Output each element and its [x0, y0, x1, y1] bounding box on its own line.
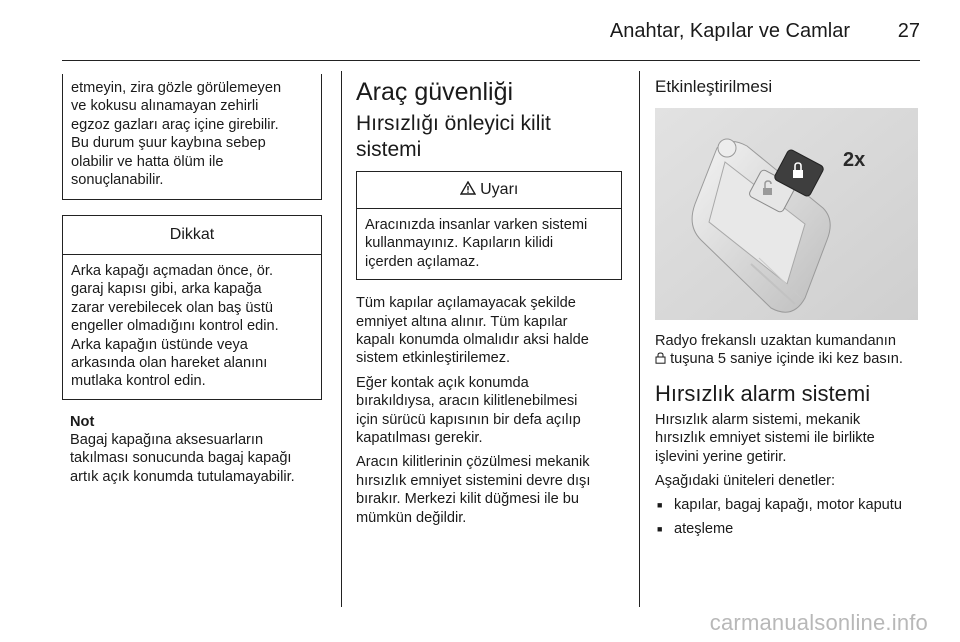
bullet-item	[655, 520, 925, 538]
warning-line: kullanmayınız. Kapıların kilidi	[365, 235, 554, 252]
subsection-heading-line: sistemi	[356, 138, 422, 161]
paragraph-line: Tüm kapılar açılamayacak şekilde	[356, 295, 576, 312]
warning-cont-line: sonuçlanabilir.	[71, 172, 164, 189]
remote-key-figure	[655, 108, 918, 320]
paragraph-line: için sürücü kapısının bir defa açılıp	[356, 411, 581, 428]
section-heading: Araç güvenliği	[356, 78, 514, 106]
paragraph-line: Hırsızlık alarm sistemi, mekanik	[655, 411, 861, 428]
note-line: artık açık konumda tutulamayabilir.	[70, 468, 295, 485]
caution-line: Arka kapağı açmadan önce, ör.	[71, 263, 274, 279]
bullet-item	[655, 496, 925, 514]
caution-line: zarar verebilecek olan baş üstü	[71, 299, 273, 316]
warning-triangle-icon	[460, 181, 480, 198]
paragraph-line: mümkün değildir.	[356, 509, 467, 526]
caution-line: mutlaka kontrol edin.	[71, 373, 206, 390]
caution-line: garaj kapısı gibi, arka kapağa	[71, 281, 262, 298]
note-text	[62, 431, 322, 486]
warning-line: Aracınızda insanlar varken sistemi	[365, 217, 588, 233]
paragraph-line: hırsızlık emniyet sistemini devre dışı	[356, 472, 591, 489]
column-divider-2	[639, 71, 640, 607]
square-bullet-icon: ■	[657, 523, 663, 534]
remote-key-illustration	[655, 108, 918, 320]
paragraph-line: hırsızlık emniyet sistemi ile birlikte	[655, 430, 875, 447]
paragraph-3	[356, 453, 624, 527]
paragraph-line: bırakır. Merkezi kilit düğmesi ile bu	[356, 491, 580, 508]
warning-cont-line: Bu durum şuur kaybına sebep	[71, 135, 266, 152]
note-label: Not	[70, 413, 95, 430]
warning-box	[356, 171, 622, 280]
note-line: takılması sonucunda bagaj kapağı	[70, 450, 292, 467]
warning-cont-line: egzoz gazları araç içine girebilir.	[71, 116, 279, 133]
monitors-intro: Aşağıdaki üniteleri denetler:	[655, 473, 836, 490]
caption	[655, 332, 925, 369]
note-line: Bagaj kapağına aksesuarların	[70, 431, 264, 448]
lock-key-icon	[655, 350, 666, 368]
warning-box-continued	[62, 74, 322, 200]
column-1	[62, 74, 322, 486]
caution-box	[62, 215, 322, 400]
paragraph-line: Aracın kilitlerinin çözülmesi mekanik	[356, 454, 590, 471]
alarm-paragraph	[655, 411, 925, 466]
watermark: carmanualsonline.info	[709, 610, 928, 635]
paragraph-line: Eğer kontak açık konumda	[356, 374, 529, 391]
caution-line: Arka kapağın üstünde veya	[71, 336, 248, 353]
paragraph-line: kapalı konumda olmalıdır aksi halde	[356, 332, 589, 349]
subsection-heading-line: Hırsızlığı önleyici kilit	[356, 112, 551, 135]
caption-line	[655, 350, 925, 368]
column-2	[356, 74, 624, 533]
alarm-heading: Hırsızlık alarm sistemi	[655, 380, 871, 406]
press-count-label: 2x	[843, 149, 866, 171]
warning-cont-line: etmeyin, zira gözle görülemeyen	[71, 80, 282, 96]
running-header-title: Anahtar, Kapılar ve Camlar	[609, 20, 850, 42]
paragraph-line: kapatılması gerekir.	[356, 430, 483, 447]
column-3	[655, 74, 925, 543]
paragraph-2	[356, 374, 624, 448]
warning-header	[357, 172, 621, 209]
bullet-text: ateşleme	[674, 520, 734, 537]
bullet-text: kapılar, bagaj kapağı, motor kaputu	[674, 497, 902, 514]
column-divider-1	[341, 71, 342, 607]
caption-text: tuşuna 5 saniye içinde iki kez basın.	[670, 351, 903, 368]
page-number: 27	[897, 20, 920, 42]
caution-line: arkasında olan hareket alanını	[71, 355, 268, 372]
subsection-heading	[356, 111, 624, 163]
paragraph-line: emniyet altına alınır. Tüm kapılar	[356, 313, 568, 330]
paragraph-1	[356, 294, 624, 368]
warning-cont-line: olabilir ve hatta ölüm ile	[71, 153, 224, 170]
paragraph-line: bırakıldıysa, aracın kilitlenebilmesi	[356, 393, 578, 410]
paragraph-line: sistem etkinleştirilemez.	[356, 350, 511, 367]
square-bullet-icon: ■	[657, 500, 663, 511]
header-rule	[62, 60, 920, 61]
activation-heading: Etkinleştirilmesi	[655, 77, 773, 96]
caution-line: engeller olmadığını kontrol edin.	[71, 318, 279, 335]
warning-cont-line: ve kokusu alınamayan zehirli	[71, 98, 259, 115]
caution-title: Dikkat	[63, 216, 321, 255]
paragraph-line: işlevini yerine getirir.	[655, 448, 787, 465]
warning-line: içerden açılamaz.	[365, 253, 480, 270]
caption-line: Radyo frekanslı uzaktan kumandanın	[655, 333, 896, 349]
warning-title: Uyarı	[480, 181, 519, 198]
